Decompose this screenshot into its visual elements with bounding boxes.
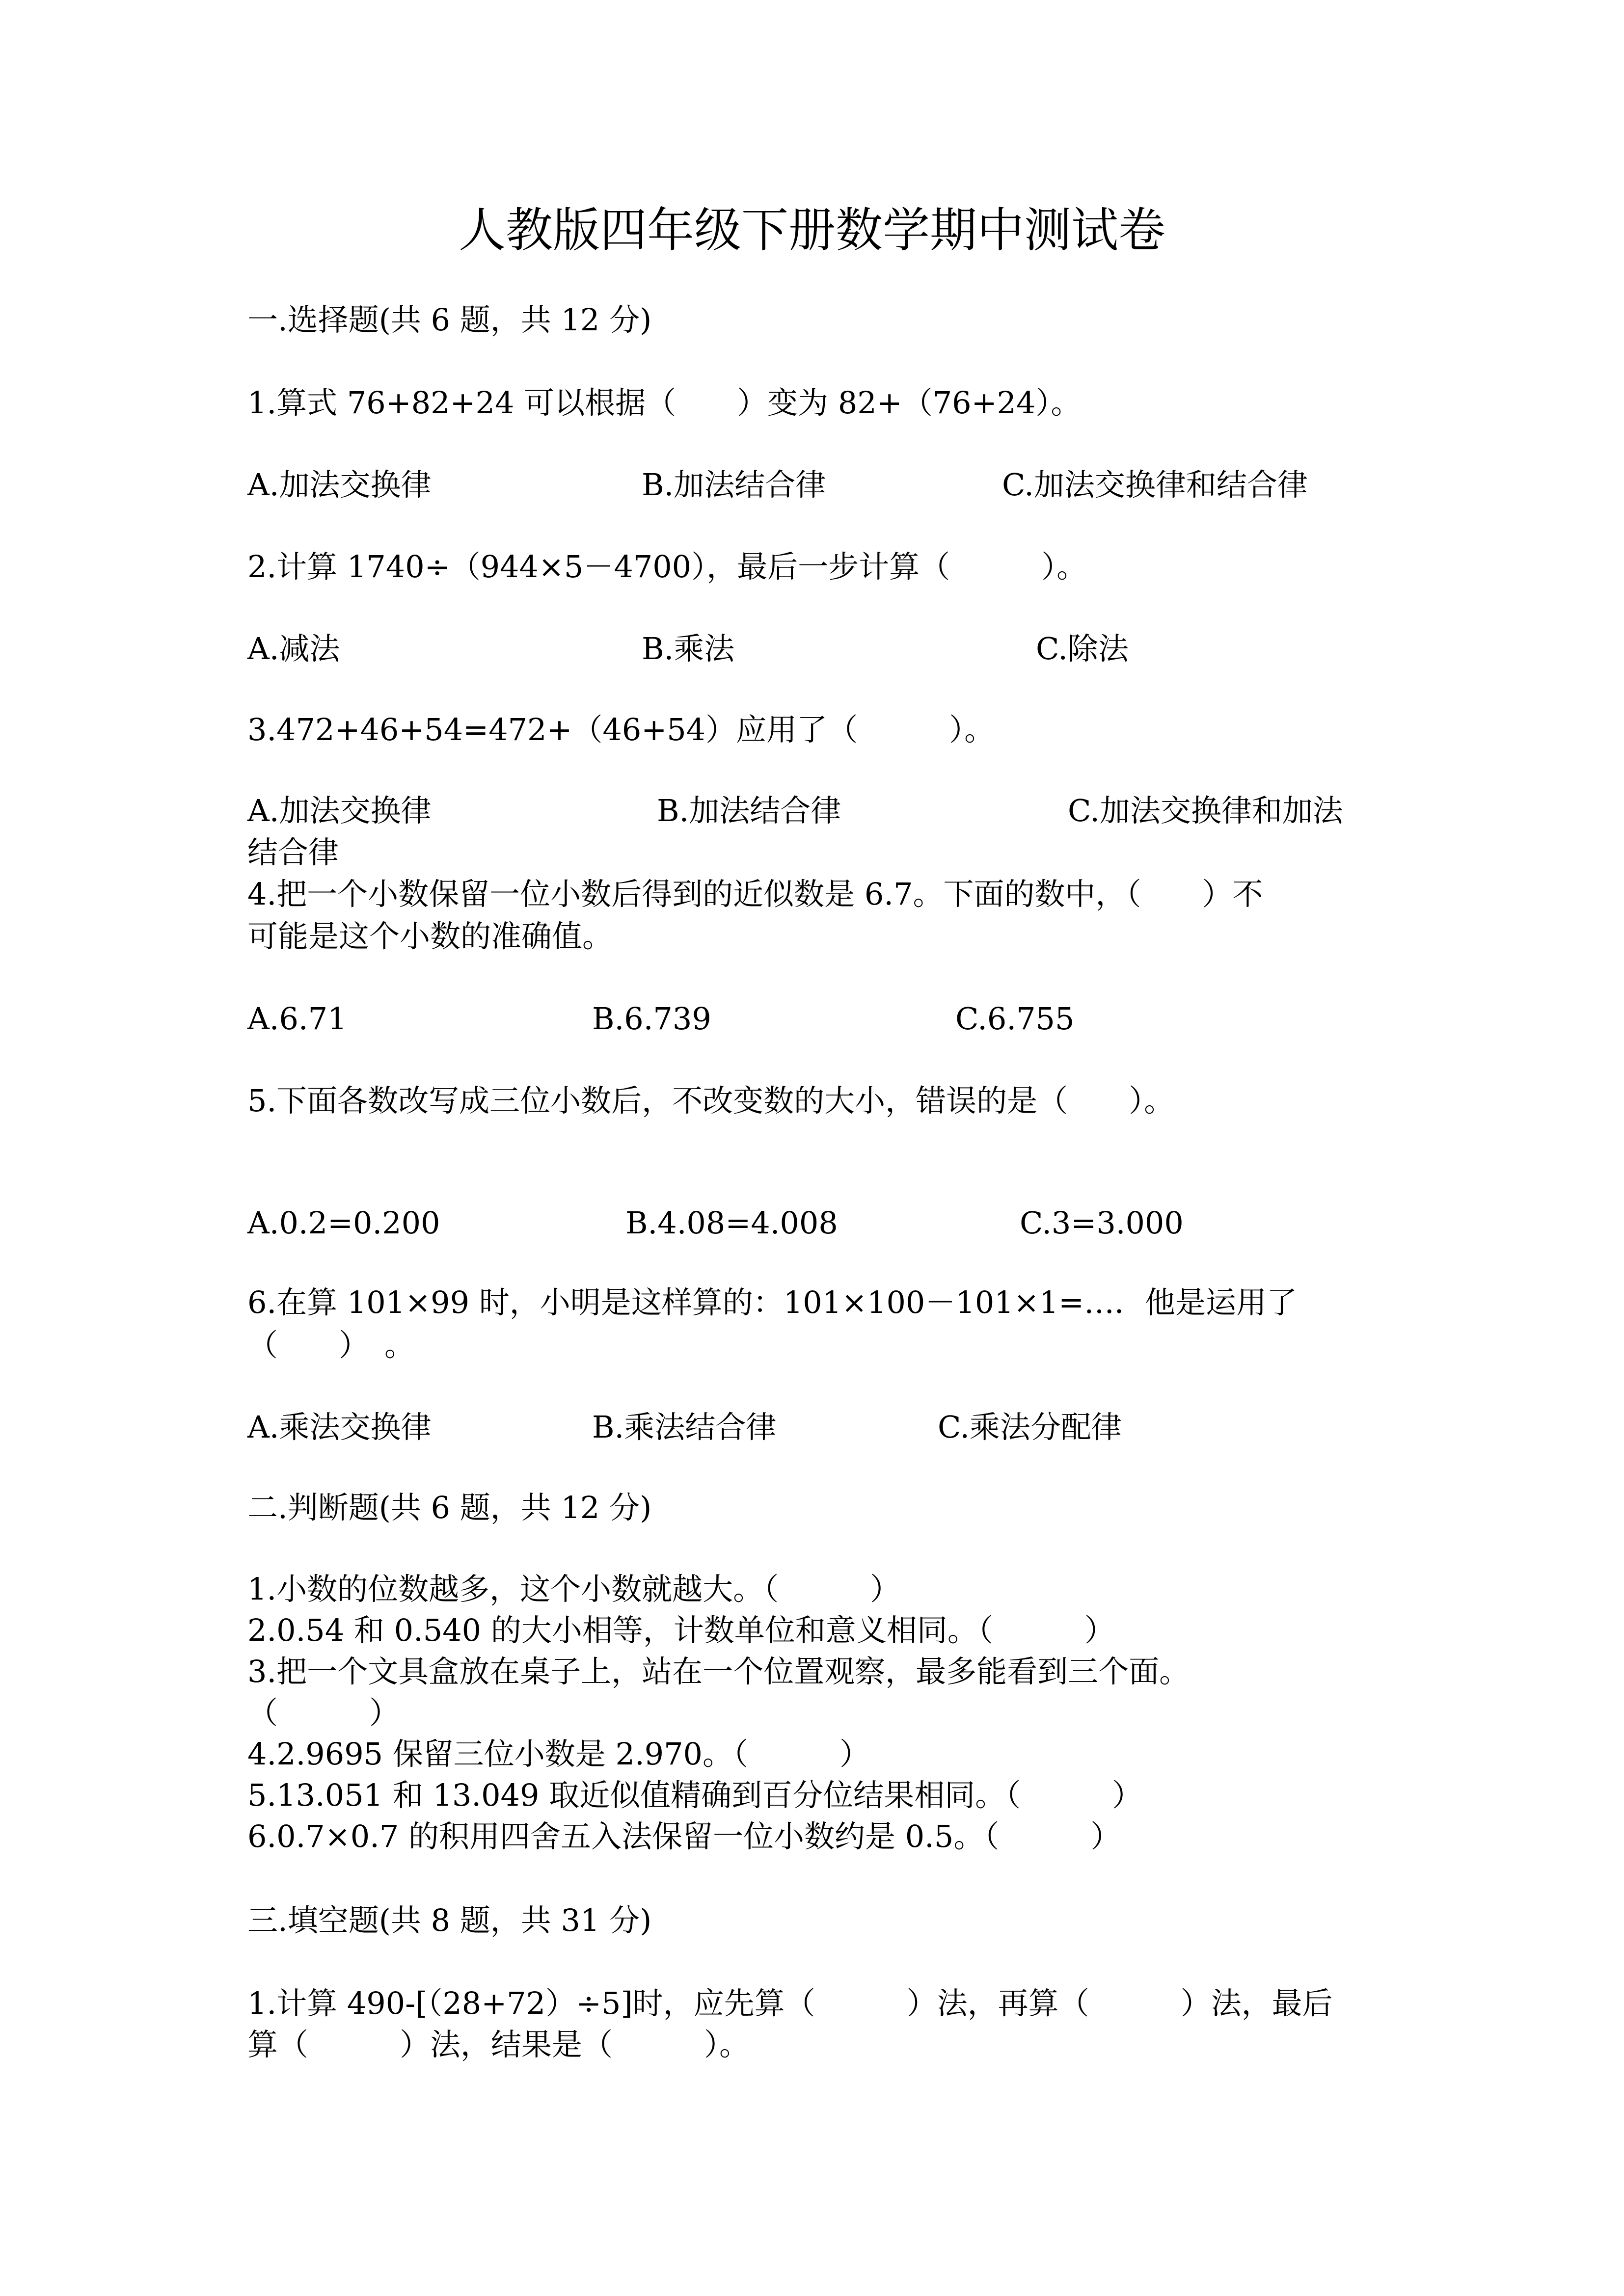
option-a: A.6.71 (247, 1001, 347, 1037)
option-c: C.加法交换律和结合律 (1002, 467, 1308, 503)
option-a: A.乘法交换律 (247, 1409, 432, 1445)
option-c: C.除法 (1036, 631, 1129, 667)
option-a: A.0.2=0.200 (247, 1205, 440, 1241)
section-heading-judgement: 二.判断题(共 6 题，共 12 分) (247, 1490, 652, 1525)
option-b: B.6.739 (592, 1001, 711, 1037)
option-b: B.乘法结合律 (592, 1409, 777, 1445)
option-c-continued: 结合律 (247, 834, 339, 870)
judgement-item: 1.小数的位数越多，这个小数就越大。（ ） (247, 1571, 901, 1607)
judgement-item: 4.2.9695 保留三位小数是 2.970。（ ） (247, 1736, 870, 1772)
option-c: C.6.755 (955, 1001, 1075, 1037)
page-title: 人教版四年级下册数学期中测试卷 (459, 203, 1165, 258)
question-stem-continued: （ ） 。 (247, 1327, 415, 1363)
judgement-item: 2.0.54 和 0.540 的大小相等，计数单位和意义相同。（ ） (247, 1612, 1115, 1648)
option-b: B.乘法 (642, 631, 735, 667)
option-b: B.加法结合律 (642, 467, 826, 503)
option-c: C.乘法分配律 (938, 1409, 1122, 1445)
question-stem: 3.472+46+54=472+（46+54）应用了（ ）。 (247, 712, 995, 748)
option-b: B.加法结合律 (657, 793, 841, 828)
question-stem: 1.算式 76+82+24 可以根据（ ）变为 82+（76+24）。 (247, 385, 1082, 421)
question-stem: 2.计算 1740÷（944×5－4700），最后一步计算（ ）。 (247, 549, 1087, 585)
section-heading-fill-blank: 三.填空题(共 8 题，共 31 分) (247, 1902, 652, 1938)
option-c: C.加法交换律和加法 (1068, 793, 1343, 828)
option-a: A.加法交换律 (247, 793, 432, 828)
fill-blank-item: 1.计算 490-[（28+72）÷5]时，应先算（ ）法，再算（ ）法，最后 (247, 1985, 1333, 2021)
section-heading-choice: 一.选择题(共 6 题，共 12 分) (247, 302, 652, 338)
judgement-item: 3.把一个文具盒放在桌子上，站在一个位置观察，最多能看到三个面。 (247, 1654, 1190, 1689)
judgement-item: 6.0.7×0.7 的积用四舍五入法保留一位小数约是 0.5。（ ） (247, 1818, 1121, 1854)
option-c: C.3=3.000 (1020, 1205, 1184, 1241)
judgement-item: 5.13.051 和 13.049 取近似值精确到百分位结果相同。（ ） (247, 1777, 1143, 1813)
option-a: A.减法 (247, 631, 340, 667)
judgement-item-continued: （ ） (247, 1695, 400, 1731)
question-stem-continued: 可能是这个小数的准确值。 (247, 918, 613, 954)
question-stem: 6.在算 101×99 时，小明是这样算的：101×100－101×1=…．他是运用了 (247, 1284, 1298, 1320)
option-a: A.加法交换律 (247, 467, 432, 503)
question-stem: 5.下面各数改写成三位小数后，不改变数的大小，错误的是（ ）。 (247, 1083, 1175, 1119)
option-b: B.4.08=4.008 (625, 1205, 838, 1241)
question-stem: 4.把一个小数保留一位小数后得到的近似数是 6.7。下面的数中，（ ）不 (247, 876, 1263, 912)
fill-blank-item-continued: 算（ ）法，结果是（ ）。 (247, 2027, 750, 2062)
